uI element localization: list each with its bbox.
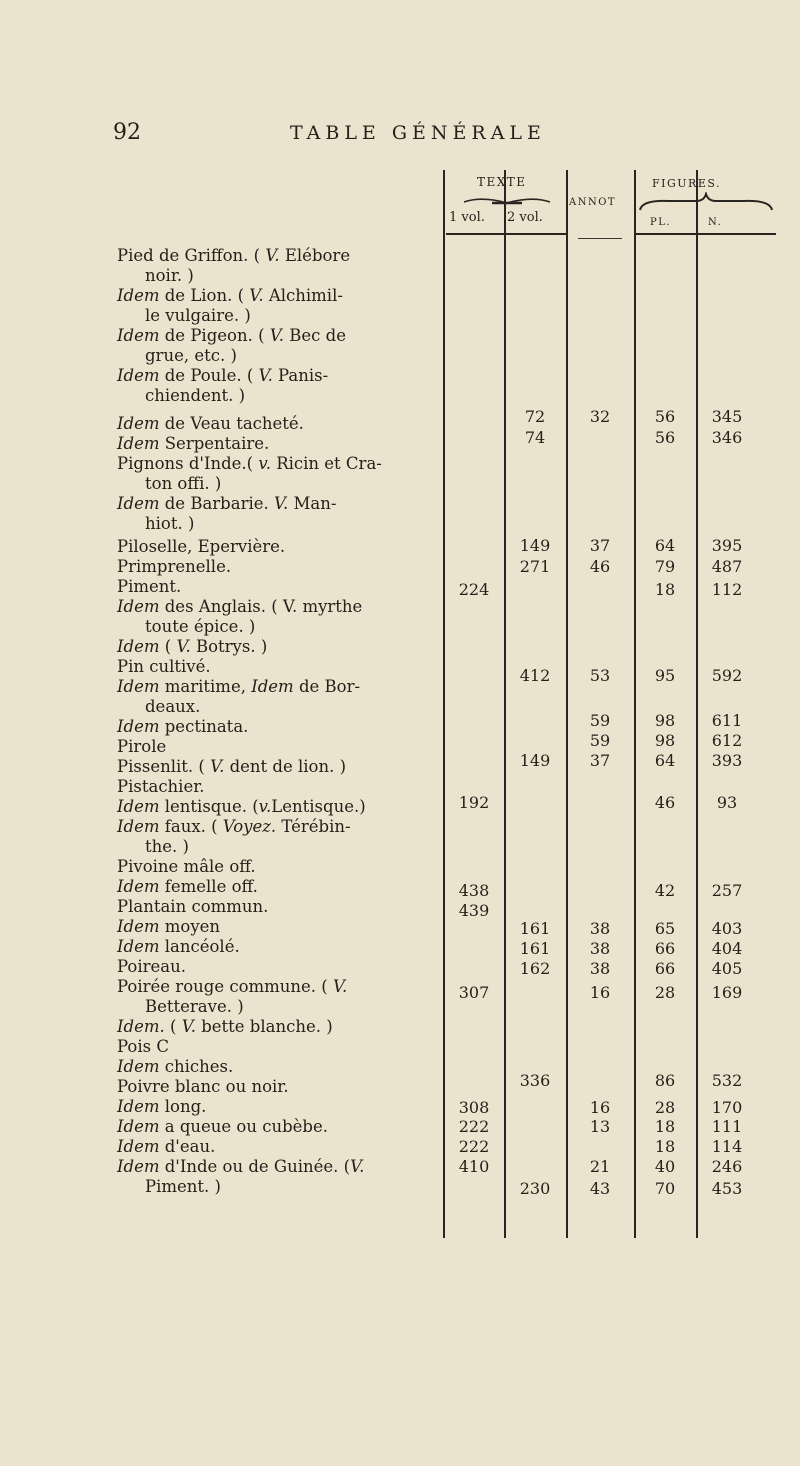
entry-reference: Voyez.: [222, 817, 277, 836]
plate-number: 79: [654, 557, 676, 576]
vol2-page: 149: [519, 536, 551, 555]
entry-line: [117, 897, 437, 917]
figure-number: 169: [711, 983, 743, 1002]
index-entry: [117, 937, 437, 957]
entry-reference: v.: [258, 797, 272, 816]
index-entry: [117, 537, 437, 557]
figure-number: 404: [711, 939, 743, 958]
entry-text: Serpentaire.: [159, 434, 270, 453]
index-entry: [117, 414, 437, 434]
entry-lead: Idem: [117, 1057, 160, 1076]
entry-text: de Pigeon. (: [159, 326, 270, 345]
vol2-page: 149: [519, 751, 551, 770]
plate-number: 65: [654, 919, 676, 938]
entry-line: [117, 346, 437, 366]
index-entry: [117, 1097, 437, 1117]
entry-text-tail: bette blanche. ): [195, 1017, 333, 1036]
annot-number: 38: [589, 959, 611, 978]
entry-text: Pistachier.: [117, 777, 205, 796]
plate-number: 86: [654, 1071, 676, 1090]
entry-reference: V.: [176, 637, 191, 656]
header-rule: [578, 238, 622, 239]
entry-text-tail: Ricin et Cra-: [270, 454, 382, 473]
annot-number: 46: [589, 557, 611, 576]
entry-lead: Idem: [117, 326, 160, 345]
entry-text-tail: Alchimil-: [263, 286, 343, 305]
vol2-page: 230: [519, 1179, 551, 1198]
entry-lead: Idem: [117, 797, 160, 816]
entry-line: [117, 617, 437, 637]
vol2-page: 336: [519, 1071, 551, 1090]
annot-number: 38: [589, 939, 611, 958]
vol2-page: 412: [519, 666, 551, 685]
vol1-page: 224: [458, 580, 490, 599]
entry-text: Poivre blanc ou noir.: [117, 1077, 289, 1096]
entry-text-tail: Panis-: [272, 366, 329, 385]
entry-text: grue, etc. ): [145, 346, 237, 365]
entry-text: hiot. ): [145, 514, 195, 533]
plate-number: 64: [654, 536, 676, 555]
figure-number: 114: [711, 1137, 743, 1156]
figure-number: 112: [711, 580, 743, 599]
entry-text: deaux.: [145, 697, 201, 716]
annot-number: 37: [589, 751, 611, 770]
vol2-page: 161: [519, 939, 551, 958]
entry-text: Piment.: [117, 577, 182, 596]
entry-reference: V.: [249, 286, 264, 305]
entry-text: des Anglais. ( V. myrthe: [159, 597, 363, 616]
entry-line: [117, 557, 437, 577]
entry-line: [117, 577, 437, 597]
vol2-page: 74: [524, 428, 546, 447]
entry-text: Pissenlit. (: [117, 757, 211, 776]
plate-number: 18: [654, 580, 676, 599]
annot-number: 16: [589, 983, 611, 1002]
entry-text: Poireau.: [117, 957, 187, 976]
entry-line: [117, 817, 437, 837]
entry-line: [117, 266, 437, 286]
entry-reference: V.: [332, 977, 348, 996]
column-rule: [566, 170, 568, 1238]
entry-text: the. ): [145, 837, 189, 856]
entry-line: [117, 454, 437, 474]
annot-number: 59: [589, 711, 611, 730]
entry-text: chiches.: [159, 1057, 234, 1076]
figure-number: 611: [711, 711, 743, 730]
annot-number: 38: [589, 919, 611, 938]
running-title: TABLE GÉNÉRALE: [290, 122, 546, 144]
entry-line: [117, 246, 437, 266]
index-entry: [117, 494, 437, 534]
entry-text-tail: de Bor-: [293, 677, 361, 696]
plate-number: 28: [654, 983, 676, 1002]
entry-lead: Idem: [117, 366, 160, 385]
figure-number: 345: [711, 407, 743, 426]
index-entry: [117, 977, 437, 1017]
entry-lead: Idem: [117, 414, 160, 433]
figure-number: 111: [711, 1117, 743, 1136]
entry-reference: Idem: [251, 677, 294, 696]
plate-number: 42: [654, 881, 676, 900]
figure-number: 612: [711, 731, 743, 750]
entry-line: [117, 366, 437, 386]
entry-line: [117, 386, 437, 406]
annot-number: 59: [589, 731, 611, 750]
index-entry: [117, 286, 437, 326]
entry-reference: V.: [269, 326, 285, 345]
entry-lead: Idem: [117, 1117, 160, 1136]
plate-number: 98: [654, 731, 676, 750]
entry-text: Pivoine mâle off.: [117, 857, 256, 876]
entry-line: [117, 434, 437, 454]
header-n: N.: [708, 217, 723, 228]
entry-line: [117, 997, 437, 1017]
plate-number: 66: [654, 939, 676, 958]
vol1-page: 307: [458, 983, 490, 1002]
vol2-page: 271: [519, 557, 551, 576]
vol1-page: 308: [458, 1098, 490, 1117]
entry-line: [117, 1177, 437, 1197]
index-entry: [117, 1157, 437, 1197]
entry-line: [117, 1097, 437, 1117]
vol1-page: 438: [458, 881, 490, 900]
index-entry: [117, 897, 437, 917]
plate-number: 46: [654, 793, 676, 812]
entry-text: Plantain commun.: [117, 897, 269, 916]
entry-line: [117, 857, 437, 877]
entry-text: Piloselle, Epervière.: [117, 537, 286, 556]
figure-number: 453: [711, 1179, 743, 1198]
entry-line: [117, 1157, 437, 1177]
index-entry: [117, 1117, 437, 1137]
entry-text: Pirole: [117, 737, 167, 756]
figure-number: 257: [711, 881, 743, 900]
index-entry: [117, 777, 437, 797]
vol1-page: 410: [458, 1157, 490, 1176]
entry-line: [117, 1077, 437, 1097]
index-entry: [117, 454, 437, 494]
header-rule: [636, 233, 776, 235]
entry-text: moyen: [159, 917, 221, 936]
flourish-ornament: [462, 194, 552, 208]
figure-number: 246: [711, 1157, 743, 1176]
header-annot: ANNOT: [569, 197, 617, 208]
entry-lead: Idem: [117, 937, 160, 956]
entry-lead: Idem: [117, 494, 160, 513]
entry-line: [117, 637, 437, 657]
brace-ornament: [638, 192, 774, 214]
entry-line: [117, 1057, 437, 1077]
entry-text: femelle off.: [159, 877, 258, 896]
entry-text: Piment. ): [145, 1177, 221, 1196]
entry-text-tail: Térébin-: [276, 817, 351, 836]
index-entry: [117, 366, 437, 406]
entry-reference: V.: [181, 1017, 196, 1036]
entry-line: [117, 494, 437, 514]
entry-lead: Idem: [117, 1097, 160, 1116]
entry-text: de Veau tacheté.: [159, 414, 304, 433]
entry-text: de Barbarie.: [159, 494, 274, 513]
entry-line: [117, 737, 437, 757]
entry-lead: Idem: [117, 1157, 160, 1176]
annot-number: 21: [589, 1157, 611, 1176]
entry-text: noir. ): [145, 266, 194, 285]
entry-lead: Idem: [117, 917, 160, 936]
entry-text: d'eau.: [159, 1137, 216, 1156]
index-entry: [117, 1057, 437, 1077]
entry-line: [117, 837, 437, 857]
entry-text: Primprenelle.: [117, 557, 232, 576]
plate-number: 18: [654, 1137, 676, 1156]
entry-line: [117, 1037, 437, 1057]
figure-number: 487: [711, 557, 743, 576]
entry-text: lentisque. (: [159, 797, 259, 816]
index-entry: [117, 857, 437, 877]
index-entry: [117, 1017, 437, 1037]
entry-line: [117, 306, 437, 326]
figure-number: 393: [711, 751, 743, 770]
entry-line: [117, 717, 437, 737]
page-number: 92: [113, 120, 141, 145]
entry-line: [117, 1017, 437, 1037]
entry-line: [117, 286, 437, 306]
index-entry: [117, 246, 437, 286]
entry-text: long.: [159, 1097, 207, 1116]
entry-text: (: [159, 637, 177, 656]
plate-number: 18: [654, 1117, 676, 1136]
vol1-page: 222: [458, 1137, 490, 1156]
index-entry: [117, 1077, 437, 1097]
entry-text: Pin cultivé.: [117, 657, 211, 676]
index-entry: [117, 1037, 437, 1057]
entry-reference: v.: [258, 454, 271, 473]
index-entry: [117, 557, 437, 577]
entry-line: [117, 777, 437, 797]
entry-lead: Idem: [117, 1137, 160, 1156]
entry-line: [117, 977, 437, 997]
entry-text: Betterave. ): [145, 997, 244, 1016]
entry-line: [117, 537, 437, 557]
entry-line: [117, 474, 437, 494]
entry-line: [117, 1117, 437, 1137]
entry-line: [117, 414, 437, 434]
figure-number: 405: [711, 959, 743, 978]
entry-text: Pied de Griffon. (: [117, 246, 266, 265]
plate-number: 98: [654, 711, 676, 730]
plate-number: 70: [654, 1179, 676, 1198]
plate-number: 40: [654, 1157, 676, 1176]
entry-line: [117, 597, 437, 617]
entry-line: [117, 1137, 437, 1157]
vol2-page: 72: [524, 407, 546, 426]
plate-number: 56: [654, 407, 676, 426]
entry-text: ton offi. ): [145, 474, 222, 493]
entry-line: [117, 697, 437, 717]
entry-text: lancéolé.: [159, 937, 240, 956]
entry-text: Pois C: [117, 1037, 169, 1056]
entry-line: [117, 877, 437, 897]
vol1-page: 439: [458, 901, 490, 920]
entry-text: (: [164, 1017, 182, 1036]
entry-line: [117, 957, 437, 977]
entry-lead: Idem: [117, 434, 160, 453]
entry-lead: Idem.: [117, 1017, 165, 1036]
index-entry: [117, 957, 437, 977]
entry-reference: V.: [258, 366, 273, 385]
entry-line: [117, 757, 437, 777]
index-entry: [117, 326, 437, 366]
vol2-page: 161: [519, 919, 551, 938]
entry-lead: Idem: [117, 286, 160, 305]
entry-text: d'Inde ou de Guinée. (: [159, 1157, 351, 1176]
vol1-page: 192: [458, 793, 490, 812]
entry-lead: Idem: [117, 637, 160, 656]
entry-text: le vulgaire. ): [145, 306, 251, 325]
entry-lead: Idem: [117, 677, 160, 696]
entry-text-tail: Elébore: [279, 246, 351, 265]
annot-number: 32: [589, 407, 611, 426]
header-texte: TEXTE: [477, 175, 527, 189]
annot-number: 13: [589, 1117, 611, 1136]
entry-text-tail: Botrys. ): [190, 637, 268, 656]
column-rule: [443, 170, 445, 1238]
entry-reference: V.: [210, 757, 225, 776]
entry-lead: Idem: [117, 877, 160, 896]
plate-number: 64: [654, 751, 676, 770]
entry-text: Poirée rouge commune. (: [117, 977, 333, 996]
annot-number: 53: [589, 666, 611, 685]
vol1-page: 222: [458, 1117, 490, 1136]
entry-text-tail: Man-: [288, 494, 337, 513]
entry-text: pectinata.: [159, 717, 249, 736]
annot-number: 37: [589, 536, 611, 555]
entry-reference: V.: [265, 246, 280, 265]
index-entry: [117, 817, 437, 857]
index-entry: [117, 877, 437, 897]
entry-text: a queue ou cubèbe.: [159, 1117, 328, 1136]
header-vol1: 1 vol.: [449, 210, 485, 225]
entry-line: [117, 657, 437, 677]
entry-reference: V.: [274, 494, 289, 513]
entry-lead: Idem: [117, 817, 160, 836]
header-figures: FIGURES.: [652, 177, 721, 190]
index-entry: [117, 657, 437, 677]
figure-number: 395: [711, 536, 743, 555]
entry-reference: V.: [350, 1157, 365, 1176]
plate-number: 95: [654, 666, 676, 685]
index-entry: [117, 677, 437, 717]
figure-number: 346: [711, 428, 743, 447]
plate-number: 66: [654, 959, 676, 978]
entry-line: [117, 797, 437, 817]
entry-line: [117, 677, 437, 697]
index-entry: [117, 434, 437, 454]
header-rule: [446, 233, 566, 235]
entry-text: de Lion. (: [159, 286, 250, 305]
index-entry: [117, 757, 437, 777]
entry-text: de Poule. (: [159, 366, 259, 385]
plate-number: 28: [654, 1098, 676, 1117]
entry-text-tail: Bec de: [284, 326, 346, 345]
entry-text-tail: Lentisque.): [271, 797, 366, 816]
entry-lead: Idem: [117, 597, 160, 616]
annot-number: 43: [589, 1179, 611, 1198]
index-entry: [117, 637, 437, 657]
index-entry: [117, 797, 437, 817]
figure-number: 93: [716, 793, 738, 812]
vol2-page: 162: [519, 959, 551, 978]
entry-text-tail: dent de lion. ): [224, 757, 347, 776]
entry-line: [117, 326, 437, 346]
figure-number: 532: [711, 1071, 743, 1090]
entry-line: [117, 917, 437, 937]
header-vol2: 2 vol.: [507, 210, 543, 225]
index-entry: [117, 917, 437, 937]
figure-number: 170: [711, 1098, 743, 1117]
entry-text: faux. (: [159, 817, 223, 836]
figure-number: 592: [711, 666, 743, 685]
index-entry: [117, 737, 437, 757]
plate-number: 56: [654, 428, 676, 447]
index-entry: [117, 717, 437, 737]
index-entry: [117, 577, 437, 597]
entry-text: toute épice. ): [145, 617, 256, 636]
index-entry: [117, 1137, 437, 1157]
entry-text: Pignons d'Inde.(: [117, 454, 259, 473]
entry-line: [117, 937, 437, 957]
figure-number: 403: [711, 919, 743, 938]
entry-text: chiendent. ): [145, 386, 246, 405]
entry-lead: Idem: [117, 717, 160, 736]
annot-number: 16: [589, 1098, 611, 1117]
entry-line: [117, 514, 437, 534]
index-entry: [117, 597, 437, 637]
header-pl: PL.: [650, 217, 672, 228]
entry-text: maritime,: [159, 677, 252, 696]
